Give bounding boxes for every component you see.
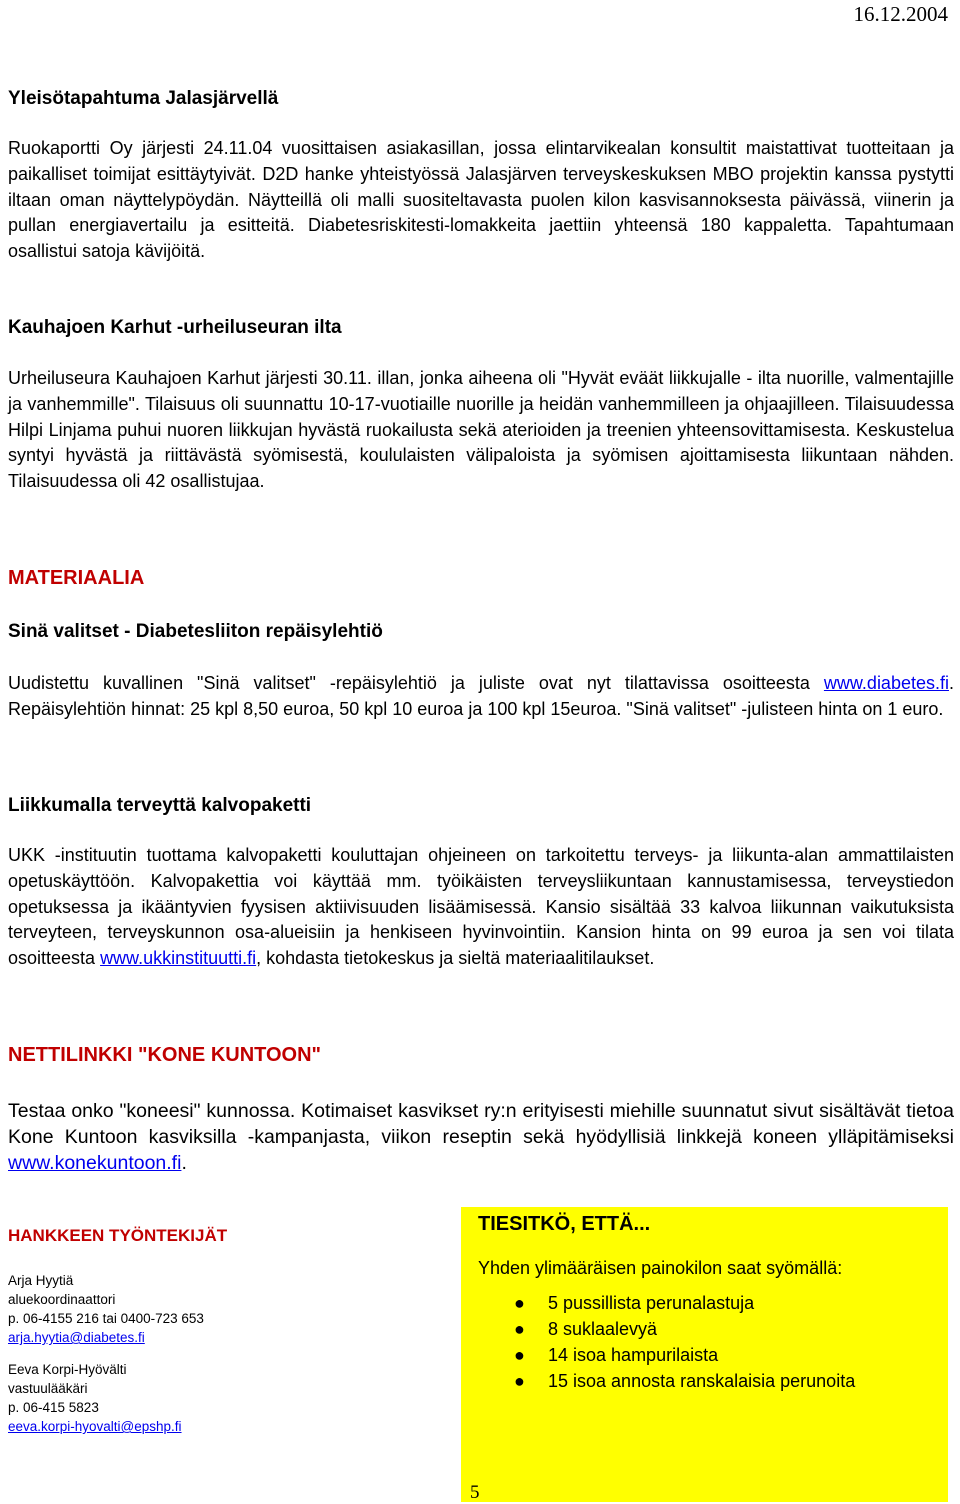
netlink-text-after: . (181, 1152, 187, 1174)
materials-sub2-text-after: , kohdasta tietokeskus ja sieltä materiaalitilaukset. (256, 948, 655, 969)
bullet-icon: ● (514, 1319, 525, 1339)
list-item (478, 1342, 868, 1368)
staff-name: Arja Hyytiä (8, 1273, 74, 1288)
staff-title: HANKKEEN TYÖNTEKIJÄT (8, 1226, 228, 1245)
staff-email-link[interactable]: eeva.korpi-hyovalti@epshp.fi (8, 1419, 182, 1434)
list-item (478, 1368, 868, 1394)
netlink-body (8, 1098, 954, 1176)
staff-phone: p. 06-415 5823 (8, 1400, 99, 1415)
materials-sub1-body (8, 671, 954, 723)
section-title-karhut: Kauhajoen Karhut -urheiluseuran ilta (8, 317, 342, 338)
list-item-text: 8 suklaalevyä (548, 1319, 658, 1339)
materials-heading: MATERIAALIA (8, 567, 145, 589)
list-item-text: 14 isoa hampurilaista (548, 1345, 719, 1365)
ukk-link[interactable]: www.ukkinstituutti.fi (100, 948, 257, 969)
materials-sub1-text-before: Uudistettu kuvallinen "Sinä valitset" -repäisylehtiö ja juliste ovat nyt tilattavissa osoitteesta (8, 673, 824, 693)
staff-email-link[interactable]: arja.hyytia@diabetes.fi (8, 1330, 145, 1345)
bullet-icon: ● (514, 1293, 525, 1313)
tip-title: TIESITKÖ, ETTÄ... (478, 1213, 651, 1235)
staff-role: vastuulääkäri (8, 1381, 88, 1396)
list-item-text: 5 pussillista perunalastuja (548, 1293, 755, 1313)
section-title-jalasjarvi: Yleisötapahtuma Jalasjärvellä (8, 88, 279, 109)
materials-sub2-body (8, 843, 954, 972)
staff-person (8, 1360, 428, 1436)
did-you-know-box (461, 1207, 948, 1502)
konekuntoon-link[interactable]: www.konekuntoon.fi (8, 1152, 182, 1174)
tip-list (478, 1290, 932, 1394)
section-body-jalasjarvi: Ruokaportti Oy järjesti 24.11.04 vuosittaisen asiakasillan, jossa elintarvikealan konsultit maistattivat tuotteitaan ja paikalliset toimijat esittäytyivät. D2D hanke yhteistyössä Jalasjärven terveyskeskuksen MBO projektin kanssa pystytti iltaan oman näyttelypöydän. Näytteillä oli malli suositeltavasta puolen kilon kasvisannoksesta päivässä, viinerin ja pullan energiavertailu ja esitteitä. Diabetesriskitesti-lomakkeita jaettiin yhteensä 180 kappaletta. Tapahtumaan osallistui satoja kävijöitä. (8, 138, 954, 262)
list-item (478, 1316, 868, 1342)
section-body-karhut: Urheiluseura Kauhajoen Karhut järjesti 30.11. illan, jonka aiheena oli "Hyvät eväät liikkujalle - ilta nuorille, valmentajille ja vanhemmille". Tilaisuus oli suunnattu 10-17-vuotiaille nuorille ja heidän vanhemmilleen ja ohjaajilleen. Tilaisuudessa Hilpi Linjama puhui nuoren liikkujan hyvästä ruokailusta sekä aterioiden ja treenien yhteensovittamisesta. Keskustelua syntyi hyvästä ja riittävästä syömisestä, koululaisten välipaloista ja syömisen ajoittamisesta liikuntaan nähden. Tilaisuudessa oli 42 osallistujaa. (8, 368, 954, 492)
bullet-icon: ● (514, 1371, 525, 1391)
bullet-icon: ● (514, 1345, 525, 1365)
staff-block (8, 1226, 428, 1449)
list-item-text: 15 isoa annosta ranskalaisia perunoita (548, 1371, 856, 1391)
list-item (478, 1290, 868, 1316)
staff-person (8, 1271, 428, 1347)
materials-sub2-title: Liikkumalla terveyttä kalvopaketti (8, 795, 312, 816)
header-date: 16.12.2004 (853, 2, 948, 26)
diabetes-link[interactable]: www.diabetes.fi (823, 673, 949, 693)
materials-sub1-title: Sinä valitset - Diabetesliiton repäisylehtiö (8, 621, 383, 642)
netlink-heading: NETTILINKKI "KONE KUNTOON" (8, 1044, 322, 1066)
tip-intro: Yhden ylimääräisen painokilon saat syömällä: (478, 1258, 843, 1278)
materials-sub2-text-before: UKK -instituutin tuottama kalvopaketti kouluttajan ohjeineen on tarkoitettu terveys- ja liikunta-alan ammattilaisten opetuskäyttöön. Kalvopakettia voi käyttää mm. työikäisten terveysliikuntaan kannustamisessa, terveystiedon opetuksessa ja ikääntyvien fyysisen aktiivisuuden lisäämisessä. Kansio sisältää 33 kalvoa liikunnan vaikutuksista terveyteen, terveyskunnon osa-alueisiin ja henkiseen hyvinvointiin. Kansion hinta on 99 euroa ja sen voi tilata osoitteesta (8, 845, 954, 969)
staff-role: aluekoordinaattori (8, 1292, 116, 1307)
staff-name: Eeva Korpi-Hyövälti (8, 1362, 127, 1377)
materials-sub1-text-after: . Repäisylehtiön hinnat: 25 kpl 8,50 euroa, 50 kpl 10 euroa ja 100 kpl 15euroa. "Sinä valitset" -julisteen hinta on 1 euro. (8, 673, 954, 719)
staff-phone: p. 06-4155 216 tai 0400-723 653 (8, 1311, 204, 1326)
netlink-text-before: Testaa onko "koneesi" kunnossa. Kotimaiset kasvikset ry:n erityisesti miehille suunnatut sivut sisältävät tietoa Kone Kuntoon kasviksilla -kampanjasta, viikon reseptin sekä hyödyllisiä linkkejä koneen ylläpitämiseksi (8, 1100, 954, 1148)
page-number: 5 (470, 1482, 480, 1503)
